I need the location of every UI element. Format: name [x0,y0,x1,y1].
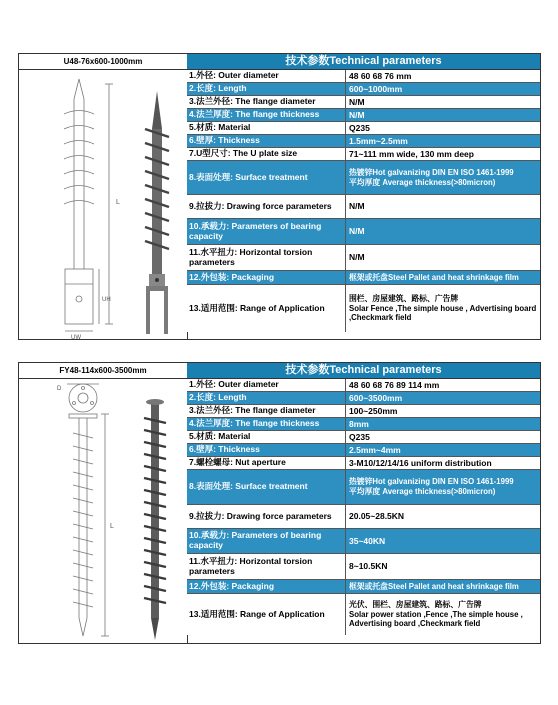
param-label: 2.长度: Length [187,83,346,95]
technical-parameters-table [187,363,540,643]
spec-sheet-u48 [18,53,541,340]
product-drawing-u-plate [19,69,188,339]
param-value: N/M [346,219,540,244]
table-row [187,580,540,594]
param-value: 71~111 mm wide, 130 mm deep [346,148,540,160]
spec-sheet-fy48 [18,362,541,644]
param-value: 8mm [346,418,540,430]
param-value: 框架或托盘Steel Pallet and heat shrinkage film [346,580,540,593]
param-value: 48 60 68 76 mm [346,70,540,82]
param-label: 11.水平扭力: Horizontal torsion parameters [187,554,346,579]
param-value: 2.5mm~4mm [346,444,540,456]
param-value: Q235 [346,122,540,134]
param-label: 9.拉拔力: Drawing force parameters [187,505,346,528]
param-label: 8.表面处理: Surface treatment [187,161,346,194]
param-value: 8~10.5KN [346,554,540,579]
param-value: Q235 [346,431,540,443]
param-label: 8.表面处理: Surface treatment [187,470,346,504]
param-value: 600~3500mm [346,392,540,404]
table-row [187,70,540,83]
param-label: 3.法兰外径: The flange diameter [187,405,346,417]
table-row [187,109,540,122]
param-value: 48 60 68 76 89 114 mm [346,379,540,391]
param-value: N/M [346,109,540,121]
table-row [187,529,540,554]
table-row [187,554,540,580]
param-value: N/M [346,195,540,218]
param-value: 35~40KN [346,529,540,553]
param-value: 光伏、围栏、房屋建筑、路标、广告牌 Solar power station ,Fence ,The simple house , Advertising board ,Checkmark field [346,594,540,635]
table-row [187,457,540,470]
table-row [187,96,540,109]
param-label: 6.壁厚: Thickness [187,444,346,456]
dim-label-l: L [116,199,120,206]
param-value: 框架或托盘Steel Pallet and heat shrinkage film [346,271,540,284]
table-row [187,285,540,332]
param-label: 11.水平扭力: Horizontal torsion parameters [187,245,346,270]
table-row [187,122,540,135]
param-label: 2.长度: Length [187,392,346,404]
table-row [187,431,540,444]
param-label: 5.材质: Material [187,431,346,443]
table-row [187,594,540,635]
param-label: 1.外径: Outer diameter [187,70,346,82]
table-row [187,135,540,148]
param-label: 9.拉拔力: Drawing force parameters [187,195,346,218]
table-row [187,161,540,195]
param-label: 4.法兰厚度: The flange thickness [187,418,346,430]
product-drawing-flange [19,378,188,643]
model-name: U48-76x600-1000mm [19,54,187,70]
param-value: N/M [346,245,540,270]
dim-label-l: L [110,523,114,530]
param-value: 1.5mm~2.5mm [346,135,540,147]
param-label: 3.法兰外径: The flange diameter [187,96,346,108]
param-label: 13.适用范围: Range of Application [187,594,346,635]
dim-label-uh: UH [102,297,111,303]
table-row [187,392,540,405]
param-value: 100~250mm [346,405,540,417]
dim-label-uw: UW [71,335,81,340]
param-label: 7.U型尺寸: The U plate size [187,148,346,160]
table-row [187,470,540,505]
table-row [187,148,540,161]
param-value: N/M [346,96,540,108]
table-row [187,444,540,457]
param-value: 围栏、房屋建筑、路标、广告牌 Solar Fence ,The simple house , Advertising board ,Checkmark field [346,285,540,332]
param-label: 12.外包装: Packaging [187,580,346,593]
param-label: 10.承载力: Parameters of bearing capacity [187,529,346,553]
param-value: 20.05~28.5KN [346,505,540,528]
param-value: 600~1000mm [346,83,540,95]
table-row [187,245,540,271]
table-row [187,418,540,431]
param-label: 1.外径: Outer diameter [187,379,346,391]
table-row [187,83,540,96]
table-row [187,505,540,529]
param-value: 热镀锌Hot galvanizing DIN EN ISO 1461-1999 平均厚度 Average thickness(>80micron) [346,470,540,504]
table-row [187,271,540,285]
table-header: 技术参数Technical parameters [187,54,540,70]
param-label: 5.材质: Material [187,122,346,134]
param-label: 10.承载力: Parameters of bearing capacity [187,219,346,244]
table-row [187,405,540,418]
model-name: FY48-114x600-3500mm [19,363,187,379]
param-label: 4.法兰厚度: The flange thickness [187,109,346,121]
table-row [187,219,540,245]
table-row [187,195,540,219]
param-label: 6.壁厚: Thickness [187,135,346,147]
technical-parameters-table [187,54,540,339]
table-header: 技术参数Technical parameters [187,363,540,379]
param-value: 3-M10/12/14/16 uniform distribution [346,457,540,469]
table-row [187,379,540,392]
dim-label-d: D [57,386,62,392]
flange-screw-illustration [19,378,186,644]
param-label: 12.外包装: Packaging [187,271,346,284]
param-label: 13.适用范围: Range of Application [187,285,346,332]
param-value: 热镀锌Hot galvanizing DIN EN ISO 1461-1999 平均厚度 Average thickness(>80micron) [346,161,540,194]
param-label: 7.螺栓螺母: Nut aperture [187,457,346,469]
u-plate-screw-illustration [19,69,186,340]
